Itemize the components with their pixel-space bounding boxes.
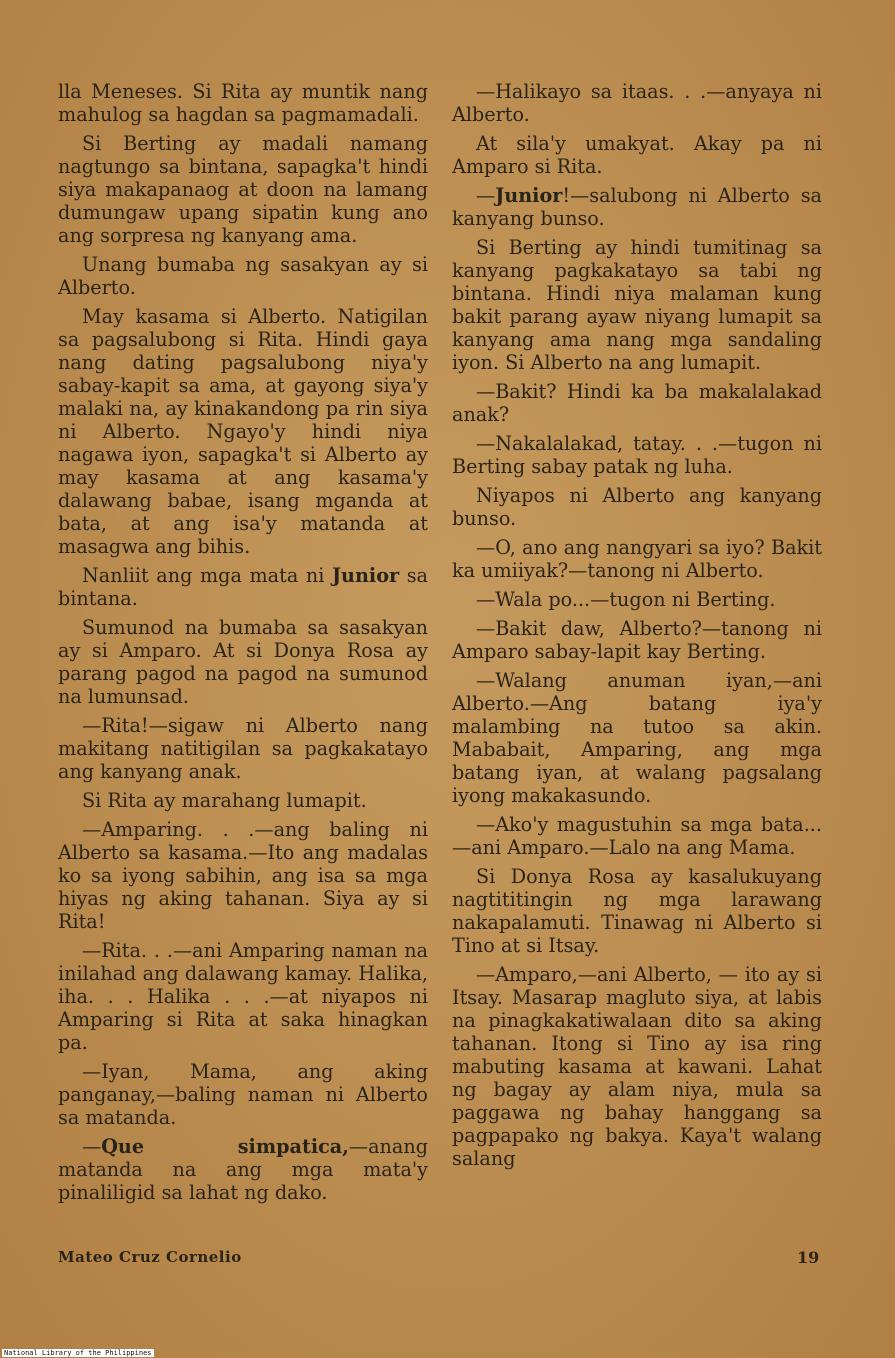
- paragraph: —Bakit daw, Alberto?—tanong ni Amparo sabay-lapit kay Berting.: [452, 617, 822, 663]
- bold-text: Junior: [495, 184, 563, 207]
- bold-text: Que simpatica,: [101, 1135, 349, 1158]
- paragraph: Si Berting ay madali namang nagtungo sa bintana, sapagka't hindi siya makapanaog at doon na lamang dumungaw upang sipatin kung ano ang sorpresa ng kanyang ama.: [58, 132, 428, 247]
- paragraph: —Rita!—sigaw ni Alberto nang makitang natitigilan sa pagkakatayo ang kanyang anak.: [58, 714, 428, 783]
- footer-author: Mateo Cruz Cornelio: [58, 1248, 242, 1266]
- paragraph: —Wala po...—tugon ni Berting.: [476, 588, 776, 611]
- paragraph: Niyapos ni Alberto ang kanyang bunso.: [452, 484, 822, 530]
- paragraph: lla Meneses. Si Rita ay muntik nang mahulog sa hagdan sa pagmamadali.: [58, 80, 428, 126]
- paragraph: Si Berting ay hindi tumitinag sa kanyang pagkakatayo sa tabi ng bintana. Hindi niya malaman kung bakit parang ayaw niyang lumapit sa kanyang ama nang mga sandaling iyon. Si Alberto na ang lumapit.: [452, 236, 822, 374]
- paragraph: [58, 1135, 428, 1204]
- paragraph: —Halikayo sa itaas. . .—anyaya ni Alberto.: [452, 80, 822, 126]
- text-run: —: [476, 184, 496, 207]
- paragraph: —O, ano ang nangyari sa iyo? Bakit ka umiiyak?—tanong ni Alberto.: [452, 536, 822, 582]
- paragraph: —Ako'y magustuhin sa mga bata...—ani Amparo.—Lalo na ang Mama.: [452, 813, 822, 859]
- paragraph: Si Rita ay marahang lumapit.: [82, 789, 367, 812]
- bold-text: Junior: [331, 564, 400, 587]
- paragraph: —Walang anuman iyan,—ani Alberto.—Ang batang iya'y malambing na tutoo sa akin. Mababait, Amparing, ang mga batang iyan, at walang pagsalang iyong makakasundo.: [452, 669, 822, 807]
- paragraph: Si Donya Rosa ay kasalukuyang nagtititingin ng mga larawang nakapalamuti. Tinawag ni Alberto si Tino at si Itsay.: [452, 865, 822, 957]
- paragraph: —Amparo,—ani Alberto, — ito ay si Itsay. Masarap magluto siya, at labis na pinagkakatiwalaan dito sa aking tahanan. Itong si Tino ay isa ring mabuting kasama at kawani. Lahat ng bagay ay alam niya, mula sa paggawa ng bahay hanggang sa pagpapako ng bakya. Kaya't walang salang: [452, 963, 822, 1170]
- left-column: [58, 80, 428, 1210]
- paragraph: —Bakit? Hindi ka ba makalalakad anak?: [452, 380, 822, 426]
- paragraph: —Iyan, Mama, ang aking panganay,—baling naman ni Alberto sa matanda.: [58, 1060, 428, 1129]
- paragraph: [452, 184, 822, 230]
- text-run: —anang matanda na ang mga mata'y pinaliligid sa lahat ng dako.: [58, 1135, 428, 1204]
- text-run: !—salubong ni Alberto sa kanyang bunso.: [452, 184, 822, 230]
- page-number: 19: [797, 1248, 820, 1267]
- library-credit: National Library of the Philippines: [4, 1349, 152, 1357]
- paragraph: —Rita. . .—ani Amparing naman na inilahad ang dalawang kamay. Halika, iha. . . Halika . . .—at niyapos ni Amparing si Rita at saka hinagkan pa.: [58, 939, 428, 1054]
- right-column: [452, 80, 822, 1176]
- paragraph: —Amparing. . .—ang baling ni Alberto sa kasama.—Ito ang madalas ko sa iyong sabihin, ang isa sa mga hiyas ng aking tahanan. Siya ay si Rita!: [58, 818, 428, 933]
- paragraph: May kasama si Alberto. Natigilan sa pagsalubong si Rita. Hindi gaya nang dating pagsalubong niya'y sabay-kapit sa ama, at gayong siya'y malaki na, ay kinakandong pa rin siya ni Alberto. Ngayo'y hindi niya nagawa iyon, sapagka't si Alberto ay may kasama at ang kasama'y dalawang babae, isang mganda at bata, at ang isa'y matanda at masagwa ang bihis.: [58, 305, 428, 558]
- paragraph: Sumunod na bumaba sa sasakyan ay si Amparo. At si Donya Rosa ay parang pagod na pagod na sumunod na lumunsad.: [58, 616, 428, 708]
- paragraph: [58, 564, 428, 610]
- paragraph: Unang bumaba ng sasakyan ay si Alberto.: [58, 253, 428, 299]
- text-run: —: [82, 1135, 102, 1158]
- text-run: Nanliit ang mga mata ni: [82, 564, 332, 587]
- text-run: sa bintana.: [58, 564, 428, 610]
- paragraph: —Nakalalakad, tatay. . .—tugon ni Berting sabay patak ng luha.: [452, 432, 822, 478]
- paragraph: At sila'y umakyat. Akay pa ni Amparo si Rita.: [452, 132, 822, 178]
